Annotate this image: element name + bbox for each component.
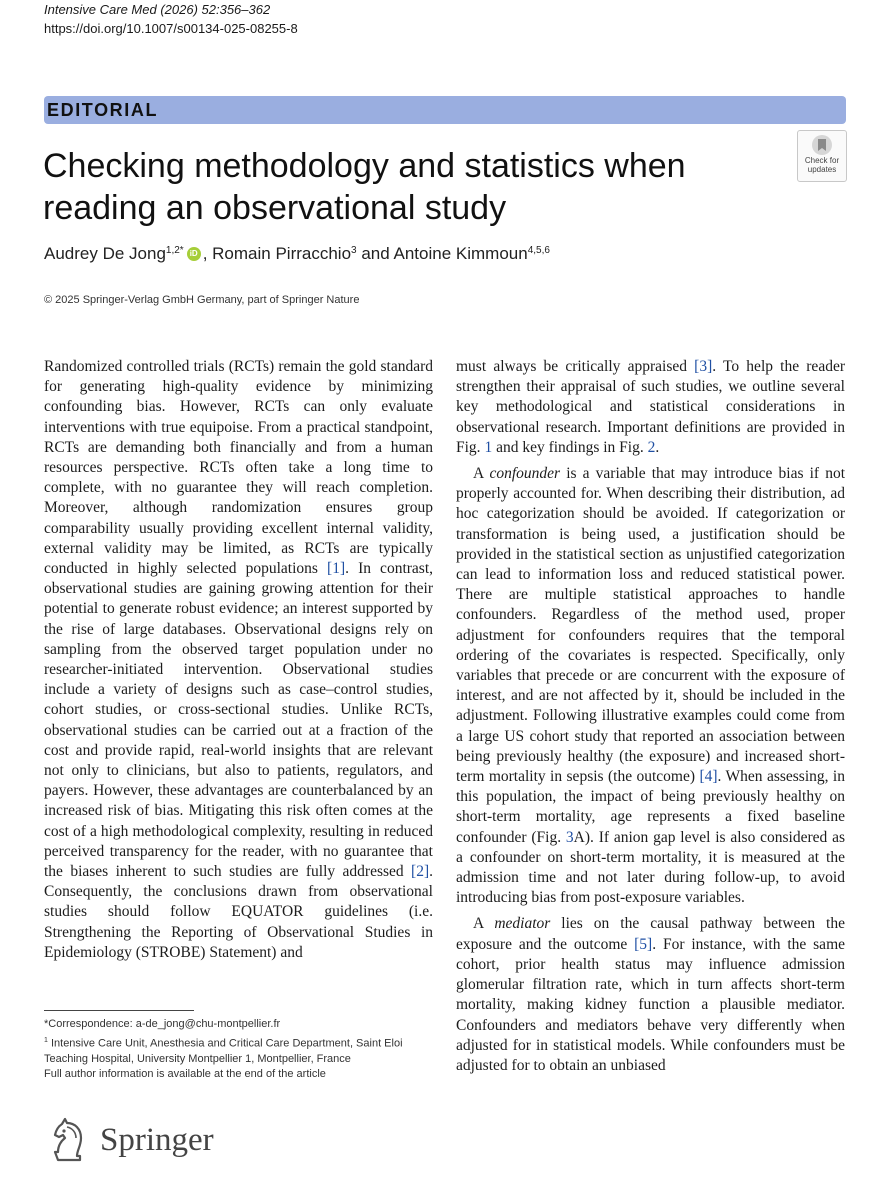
body-paragraph: Randomized controlled trials (RCTs) remain the gold standard for generating high-quality evidence by minimizing confounding bias. However, RCTs can only evaluate interventions with true equipoise. From a practical standpoint, RCTs are demanding both financially and from a human resources perspective. RCTs often take a long time to complete, with no guarantee they will reach completion. Moreover, although randomization ensures group comparability usually providing excellent internal validity, external validity may be limited, as RCTs are typically conducted in highly selected populations [1]. In contrast, observational studies are gaining growing attention for their potential to generate robust evidence; an interest supported by the rise of large databases. Observational designs rely on sampling from the observed target population under no researcher-initiated intervention. Observational studies include a variety of designs such as case–control studies, cohort studies, or cross-sectional studies. Unlike RCTs, observational studies can be carried out at a fraction of the cost and provide rapid, real-world insights that are relevant not only to clinicians, but also to patients, regulators, and payers. However, these advantages are counterbalanced by an increased risk of bias. Mitigating this risk often comes at the cost of a high methodological complexity, resulting in reduced perceived transparency for the reader, with no guarantee that the biases inherent to such studies are fully addressed [2]. Consequently, the conclusions drawn from observational studies should follow EQUATOR guidelines (i.e. Strengthening the Reporting of Observational Studies in Epidemiology (STROBE) Statement) and xyxy=(44,358,434,961)
affiliation-note: $^1$ Intensive Care Unit, Anesthesia and Critical Care Department, Saint Eloi Teaching Hospital, University Montpellier 1, Montpellier, France xyxy=(44,1036,403,1065)
publisher-name: Springer xyxy=(100,1122,214,1158)
chess-knight-icon xyxy=(44,1116,92,1164)
copyright-notice: © 2025 Springer-Verlag GmbH Germany, part of Springer Nature xyxy=(44,294,360,306)
reference-link[interactable]: [2] xyxy=(411,863,430,881)
check-for-updates-badge[interactable] xyxy=(797,130,847,182)
reference-link[interactable]: [3] xyxy=(694,358,713,375)
journal-citation: Intensive Care Med (2026) 52:356–362 xyxy=(44,2,271,17)
term-emphasis: mediator xyxy=(494,915,551,933)
author-name[interactable]: Antoine Kimmoun xyxy=(393,244,528,263)
badge-line-1: Check for xyxy=(804,156,840,165)
figure-link[interactable]: 2 xyxy=(647,438,656,456)
reference-link[interactable]: [5] xyxy=(634,935,653,953)
author-affiliation: 3 xyxy=(351,245,357,256)
author-info-note: Full author information is available at the end of the article xyxy=(44,1068,326,1081)
journal-header xyxy=(44,0,444,38)
author-affiliation: 4,5,6 xyxy=(527,245,550,256)
doi-link[interactable]: https://doi.org/10.1007/s00134-025-08255-8 xyxy=(44,21,298,36)
orcid-icon[interactable]: iD xyxy=(187,247,201,261)
article-title: Checking methodology and statistics when reading an observational study xyxy=(43,147,686,227)
author-conjunction: and xyxy=(361,244,390,263)
reference-link[interactable]: [1] xyxy=(327,560,346,578)
author-list: Audrey De Jong$^{1,2*}$ iD , Romain Pirracchio$^3$ and Antoine Kimmoun$^{4,5,6}$ xyxy=(44,244,550,263)
body-paragraph: must always be critically appraised [3]. To help the reader strengthen their appraisal of such studies, we outline several key methodological and statistical considerations in observational research. Important definitions are provided in Fig. 1 and key findings in Fig. 2. xyxy=(456,358,845,456)
body-column-right xyxy=(456,357,845,1076)
bookmark-icon xyxy=(811,134,833,156)
reference-link[interactable]: [4] xyxy=(699,768,718,786)
footnote-divider xyxy=(44,1010,194,1011)
body-paragraph: A confounder is a variable that may introduce bias if not properly accounted for. When describing their distribution, ad hoc categorization should be avoided. If categorization or transformation is being used, a justification should be provided in the statistical section as unjustified categorization can lead to information loss and reduced statistical power. There are multiple statistical approaches to handle confounders. Regardless of the method used, proper adjustment for confounders requires that the temporal ordering of the covariates is respected. Specifically, only variables that precede or are concurrent with the exposure of interest, and are not affected by it, should be included in the adjustment. Following illustrative examples could come from a large US cohort study that reported an association between being previously healthy (the exposure) and increased short-term mortality in sepsis (the outcome) [4]. When assessing, in this population, the impact of being previously healthy on short-term mortality, age represents a fixed baseline confounder (Fig. 3A). If anion gap level is also considered as a confounder on short-term mortality, it is measured at the admission time and not later during follow-up, to avoid introducing bias from post-exposure variables. xyxy=(456,465,845,907)
article-type-label: EDITORIAL xyxy=(47,100,159,120)
publisher-logo xyxy=(44,1116,244,1166)
author-name[interactable]: Audrey De Jong xyxy=(44,244,166,263)
body-paragraph: A mediator lies on the causal pathway between the exposure and the outcome [5]. For instance, with the same cohort, prior health status may influence admission glomerular filtration rate, which in turn affects short-term mortality, making kidney function a plausible mediator. Confounders and mediators behave very differently when adjusted for in statistical models. While confounders must be adjusted for to obtain an unbiased xyxy=(456,915,845,1074)
author-affiliation: 1,2* xyxy=(165,245,184,256)
figure-link[interactable]: 1 xyxy=(484,438,493,456)
badge-line-2: updates xyxy=(807,165,837,174)
body-column-left xyxy=(44,357,433,963)
footnotes xyxy=(44,1017,434,1083)
author-name[interactable]: Romain Pirracchio xyxy=(212,244,352,263)
term-emphasis: confounder xyxy=(489,465,561,483)
figure-link[interactable]: 3 xyxy=(565,828,574,846)
article-type-banner xyxy=(44,96,846,124)
correspondence-note[interactable]: *Correspondence: a-de_jong@chu-montpellier.fr xyxy=(44,1018,281,1030)
